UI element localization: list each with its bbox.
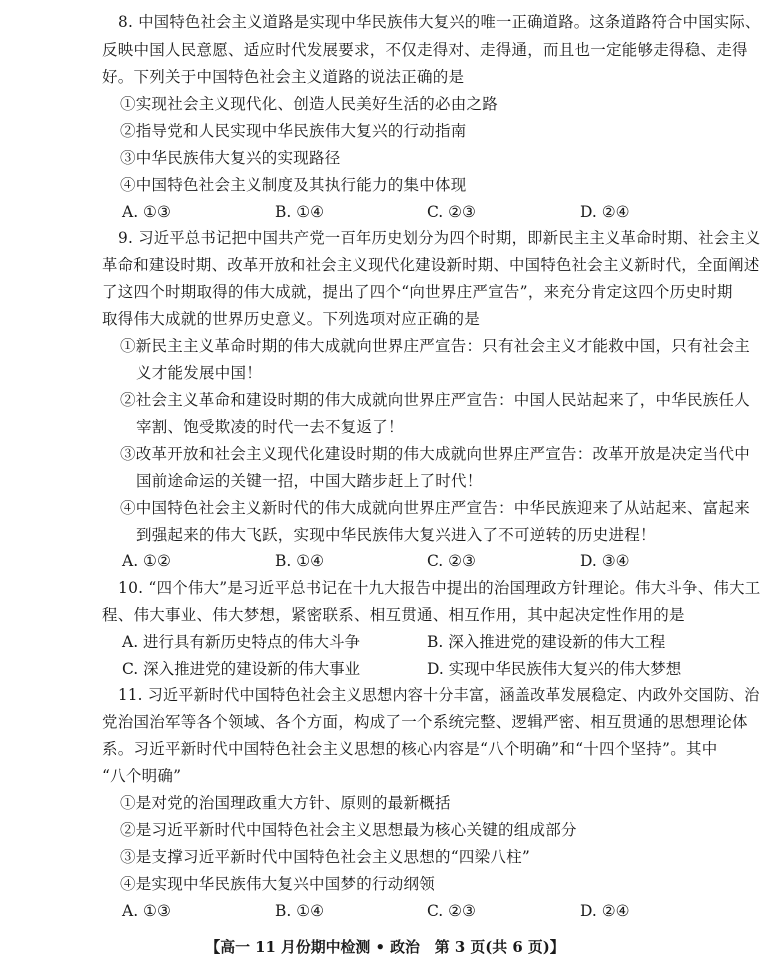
question-9-item: 义才能发展中国！ [136,364,263,382]
question-10-option-b: B. 深入推进党的建设新的伟大工程 [427,633,666,651]
question-8-option-a: A. ①③ [122,203,171,221]
question-8-item: ④中国特色社会主义制度及其执行能力的集中体现 [120,176,467,194]
question-9-option-a: A. ①② [122,552,171,570]
question-11-stem-line: 11. 习近平新时代中国特色社会主义思想内容十分丰富，涵盖改革发展稳定、内政外交国防、治 [118,686,760,704]
question-9-option-b: B. ①④ [275,552,325,570]
question-11-item: ①是对党的治国理政重大方针、原则的最新概括 [120,794,451,812]
page-footer: 【高一 11 月份期中检测 • 政治 第 3 页(共 6 页)】 [205,938,565,956]
question-8-item: ③中华民族伟大复兴的实现路径 [120,149,341,167]
question-9-item: ①新民主主义革命时期的伟大成就向世界庄严宣告：只有社会主义才能救中国，只有社会主 [120,337,751,355]
question-8-option-b: B. ①④ [275,203,325,221]
question-9-item: 宰割、饱受欺凌的时代一去不复返了！ [136,418,404,436]
question-10-stem-line: 10. “四个伟大”是习近平总书记在十九大报告中提出的治国理政方针理论。伟大斗争、伟大工 [118,579,761,597]
question-9-stem-line: 了这四个时期取得的伟大成就，提出了四个“向世界庄严宣告”，来充分肯定这四个历史时期 [102,283,733,301]
question-9-stem-line: 取得伟大成就的世界历史意义。下列选项对应正确的是 [102,310,481,328]
question-11-option-c: C. ②③ [427,902,476,920]
question-9-stem-line: 革命和建设时期、改革开放和社会主义现代化建设新时期、中国特色社会主义新时代，全面阐述 [102,256,760,274]
question-8-stem-line: 好。下列关于中国特色社会主义道路的说法正确的是 [102,68,465,86]
question-9-item: ④中国特色社会主义新时代的伟大成就向世界庄严宣告：中华民族迎来了从站起来、富起来 [120,499,751,517]
question-10-option-c: C. 深入推进党的建设新的伟大事业 [122,660,361,678]
question-9-option-c: C. ②③ [427,552,476,570]
question-11-item: ②是习近平新时代中国特色社会主义思想最为核心关键的组成部分 [120,821,577,839]
question-9-item: ②社会主义革命和建设时期的伟大成就向世界庄严宣告：中国人民站起来了，中华民族任人 [120,391,751,409]
question-11-item: ④是实现中华民族伟大复兴中国梦的行动纲领 [120,875,436,893]
question-8-item: ②指导党和人民实现中华民族伟大复兴的行动指南 [120,122,467,140]
question-9-item: 国前途命运的关键一招，中国大踏步赶上了时代！ [136,472,483,490]
question-9-stem-line: 9. 习近平总书记把中国共产党一百年历史划分为四个时期，即新民主主义革命时期、社会主义 [118,229,761,247]
question-11-stem-line: 党治国治军等各个领域、各个方面，构成了一个系统完整、逻辑严密、相互贯通的思想理论体 [102,713,748,731]
question-8-item: ①实现社会主义现代化、创造人民美好生活的必由之路 [120,95,499,113]
question-11-option-d: D. ②④ [580,902,630,920]
question-10-option-a: A. 进行具有新历史特点的伟大斗争 [122,633,361,651]
question-11-option-a: A. ①③ [122,902,171,920]
question-8-option-c: C. ②③ [427,203,476,221]
question-8-stem-line: 8. 中国特色社会主义道路是实现中华民族伟大复兴的唯一正确道路。这条道路符合中国实际、 [118,13,761,31]
question-11-stem-line: “八个明确” [102,767,182,785]
question-11-stem-line: 系。习近平新时代中国特色社会主义思想的核心内容是“八个明确”和“十四个坚持”。其中 [102,740,718,758]
question-9-item: 到强起来的伟大飞跃，实现中华民族伟大复兴进入了不可逆转的历史进程！ [136,526,656,544]
question-9-option-d: D. ③④ [580,552,630,570]
question-11-item: ③是支撑习近平新时代中国特色社会主义思想的“四梁八柱” [120,848,531,866]
question-8-option-d: D. ②④ [580,203,630,221]
question-10-stem-line: 程、伟大事业、伟大梦想，紧密联系、相互贯通、相互作用，其中起决定性作用的是 [102,606,685,624]
question-10-option-d: D. 实现中华民族伟大复兴的伟大梦想 [427,660,682,678]
question-8-stem-line: 反映中国人民意愿、适应时代发展要求，不仅走得对、走得通，而且也一定能够走得稳、走得 [102,41,748,59]
question-11-option-b: B. ①④ [275,902,325,920]
question-9-item: ③改革开放和社会主义现代化建设时期的伟大成就向世界庄严宣告：改革开放是决定当代中 [120,445,751,463]
